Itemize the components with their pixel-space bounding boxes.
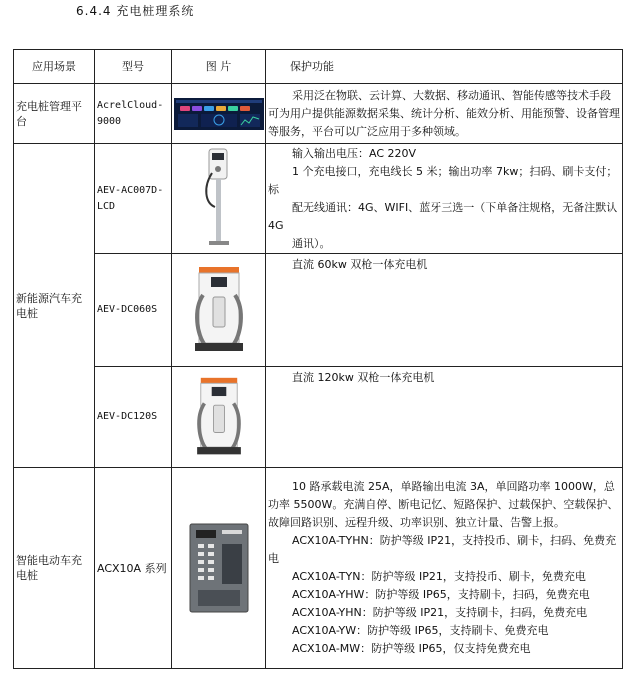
header-row <box>14 50 623 84</box>
scene-acx10a: 智能电动车充电桩 <box>14 468 95 669</box>
product-table <box>13 49 623 669</box>
model-dc120: AEV-DC120S <box>95 367 172 468</box>
scene-ev: 新能源汽车充电桩 <box>14 144 95 468</box>
desc-acx10a: 10 路承载电流 25A，单路输出电流 3A，单回路功率 1000W，总功率 5500W。充满自停、断电记忆、短路保护、过载保护、空载保护、故障回路识别、远程升级、功率识别、独立计量、告警上报。 ACX10A-TYHN：防护等级 IP21，支持投币、刷卡，扫码、免费充电 ACX10A-TYN：防护等级 IP21，支持投币、刷卡，免费充电 ACX10A-YHW：防护等级 IP65，支持刷卡，扫码，免费充电 ACX10A-YHN：防护等级 IP21，支持刷卡，扫码，免费充电 ACX10A-YW：防护等级 IP65，支持刷卡、免费充电 ACX10A-MW：防护等级 IP65，仅支持免费充电 <box>266 468 623 669</box>
scene-cloud: 充电桩管理平台 <box>14 84 95 144</box>
desc-ac007: 输入输出电压：AC 220V 1 个充电接口，充电线长 5 米；输出功率 7kw；扫码、刷卡支付；标 配无线通讯：4G、WIFI、蓝牙三选一（下单备注规格，无备注默认 4G 通讯）。 <box>266 144 623 254</box>
section-title: 6.4.4 充电桩理系统 <box>76 4 195 18</box>
dc060-charger-image <box>172 254 266 367</box>
dc120-charger-image <box>172 367 266 468</box>
dc-charger-icon <box>191 265 247 355</box>
header-model: 型号 <box>95 50 172 84</box>
dashboard-screenshot-icon <box>174 98 264 130</box>
model-cloud: AcrelCloud-9000 <box>95 84 172 144</box>
desc-dc060: 直流 60kw 双枪一体充电机 <box>266 254 623 367</box>
header-image: 图 片 <box>172 50 266 84</box>
table-row <box>14 84 623 144</box>
model-dc060: AEV-DC060S <box>95 254 172 367</box>
table-row <box>14 367 623 468</box>
table-row <box>14 254 623 367</box>
desc-cloud: 采用泛在物联、云计算、大数据、移动通讯、智能传感等技术手段可为用户提供能源数据采集、统计分析、能效分析、用能预警、设备管理等服务，平台可以广泛应用于多种领域。 <box>266 84 623 144</box>
dc-charger-icon <box>191 376 247 458</box>
model-ac007: AEV-AC007D-LCD <box>95 144 172 254</box>
ac-charger-image <box>172 144 266 254</box>
ac-charger-pole-icon <box>199 147 239 251</box>
ev-charging-cabinet-icon <box>188 522 250 614</box>
acx10a-image <box>172 468 266 669</box>
table-row <box>14 144 623 254</box>
header-scene: 应用场景 <box>14 50 95 84</box>
table-row <box>14 468 623 669</box>
model-acx10a: ACX10A 系列 <box>95 468 172 669</box>
header-function: 保护功能 <box>266 50 623 84</box>
cloud-dashboard-image <box>172 84 266 144</box>
desc-dc120: 直流 120kw 双枪一体充电机 <box>266 367 623 468</box>
